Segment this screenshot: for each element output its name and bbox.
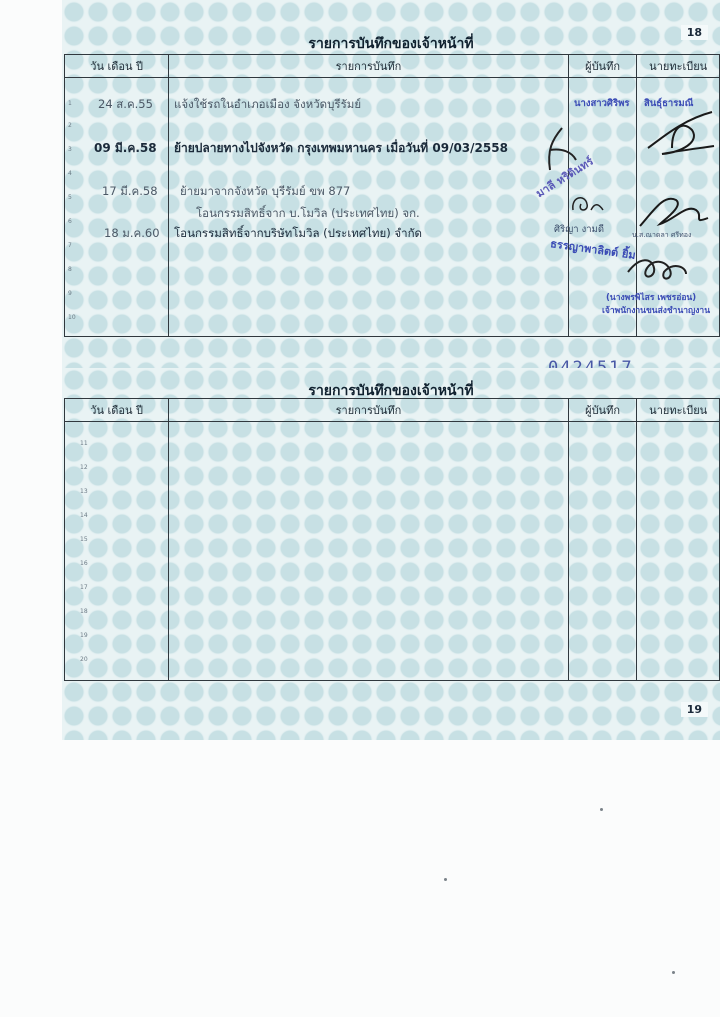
registrar-stamp: เจ้าพนักงานขนส่งชำนาญงาน: [602, 306, 711, 316]
section-title: รายการบันทึกของเจ้าหน้าที่: [308, 36, 474, 52]
header-recorder: ผู้บันทึก: [568, 55, 637, 78]
row-number: 13: [80, 488, 88, 495]
row-number: 20: [80, 656, 88, 663]
signature-mark: [567, 190, 607, 220]
entry-date: 09 มี.ค.58: [94, 141, 157, 155]
header-date: วัน เดือน ปี: [65, 55, 169, 78]
registrar-name: น.ส.ณาดลา ศรีทอง: [632, 231, 692, 239]
row-number: 10: [68, 314, 76, 321]
header-registrar: นายทะเบียน: [637, 399, 720, 422]
row-number: 17: [80, 584, 88, 591]
entry-text: โอนกรรมสิทธิ์จากบริษัทโมวิล (ประเทศไทย) จำกัด: [174, 226, 422, 240]
entry-date: 18 ม.ค.60: [104, 226, 160, 240]
signature-mark: [532, 120, 592, 180]
row-number: 19: [80, 632, 88, 639]
recorder-stamp: ธรรญาพาลิตต์ ยิ้ม: [549, 237, 637, 262]
recorder-stamp: นางสาวศิริพร: [574, 98, 630, 109]
records-table: [64, 398, 720, 681]
signature-mark: [642, 108, 718, 158]
row-number: 12: [80, 464, 88, 471]
table-header-row: [65, 55, 720, 78]
header-registrar: นายทะเบียน: [637, 55, 720, 78]
row-number: 2: [68, 122, 72, 129]
page-number: 19: [681, 702, 708, 717]
record-page-bottom: [62, 368, 720, 740]
entry-text: ย้ายมาจากจังหวัด บุรีรัมย์ ขพ 877: [180, 184, 351, 198]
recorder-stamp-rotated: มาลี หริดินทร์: [533, 154, 596, 201]
row-number: 4: [68, 170, 72, 177]
record-page-top: [62, 0, 720, 368]
row-number: 8: [68, 266, 72, 273]
recorder-name: ศิริญา งามดี: [554, 224, 604, 235]
section-title: รายการบันทึกของเจ้าหน้าที่: [308, 383, 474, 399]
registrar-stamp: (นางพรพิไสร เพชรอ่อน): [606, 293, 697, 303]
entry-text: แจ้งใช้รถในอำเภอเมือง จังหวัดบุรีรัมย์: [174, 97, 362, 111]
header-date: วัน เดือน ปี: [65, 399, 169, 422]
row-number: 18: [80, 608, 88, 615]
signature-mark: [622, 248, 692, 288]
paper-speck: [672, 971, 675, 974]
row-number: 5: [68, 194, 72, 201]
entry-date: 24 ส.ค.55: [98, 97, 153, 111]
row-number: 1: [68, 100, 72, 107]
header-entry: รายการบันทึก: [169, 55, 569, 78]
entry-text: ย้ายปลายทางไปจังหวัด กรุงเทพมหานคร เมื่อวันที่ 09/03/2558: [174, 141, 508, 155]
registrar-stamp: สินธุ์ธารมณี: [644, 98, 694, 109]
paper-speck: [600, 808, 603, 811]
table-body-row: [65, 422, 720, 681]
page-number: 18: [681, 25, 708, 40]
row-number: 6: [68, 218, 72, 225]
row-number: 9: [68, 290, 72, 297]
signature-mark: [634, 190, 714, 234]
row-number: 7: [68, 242, 72, 249]
row-number: 16: [80, 560, 88, 567]
row-number: 3: [68, 146, 72, 153]
header-recorder: ผู้บันทึก: [568, 399, 637, 422]
entry-date: 17 มี.ค.58: [102, 184, 158, 198]
row-number: 15: [80, 536, 88, 543]
entry-text: โอนกรรมสิทธิ์จาก บ.โมวิล (ประเทศไทย) จก.: [196, 206, 420, 220]
row-number: 11: [80, 440, 88, 447]
row-number: 14: [80, 512, 88, 519]
header-entry: รายการบันทึก: [169, 399, 569, 422]
table-header-row: [65, 399, 720, 422]
paper-speck: [444, 878, 447, 881]
